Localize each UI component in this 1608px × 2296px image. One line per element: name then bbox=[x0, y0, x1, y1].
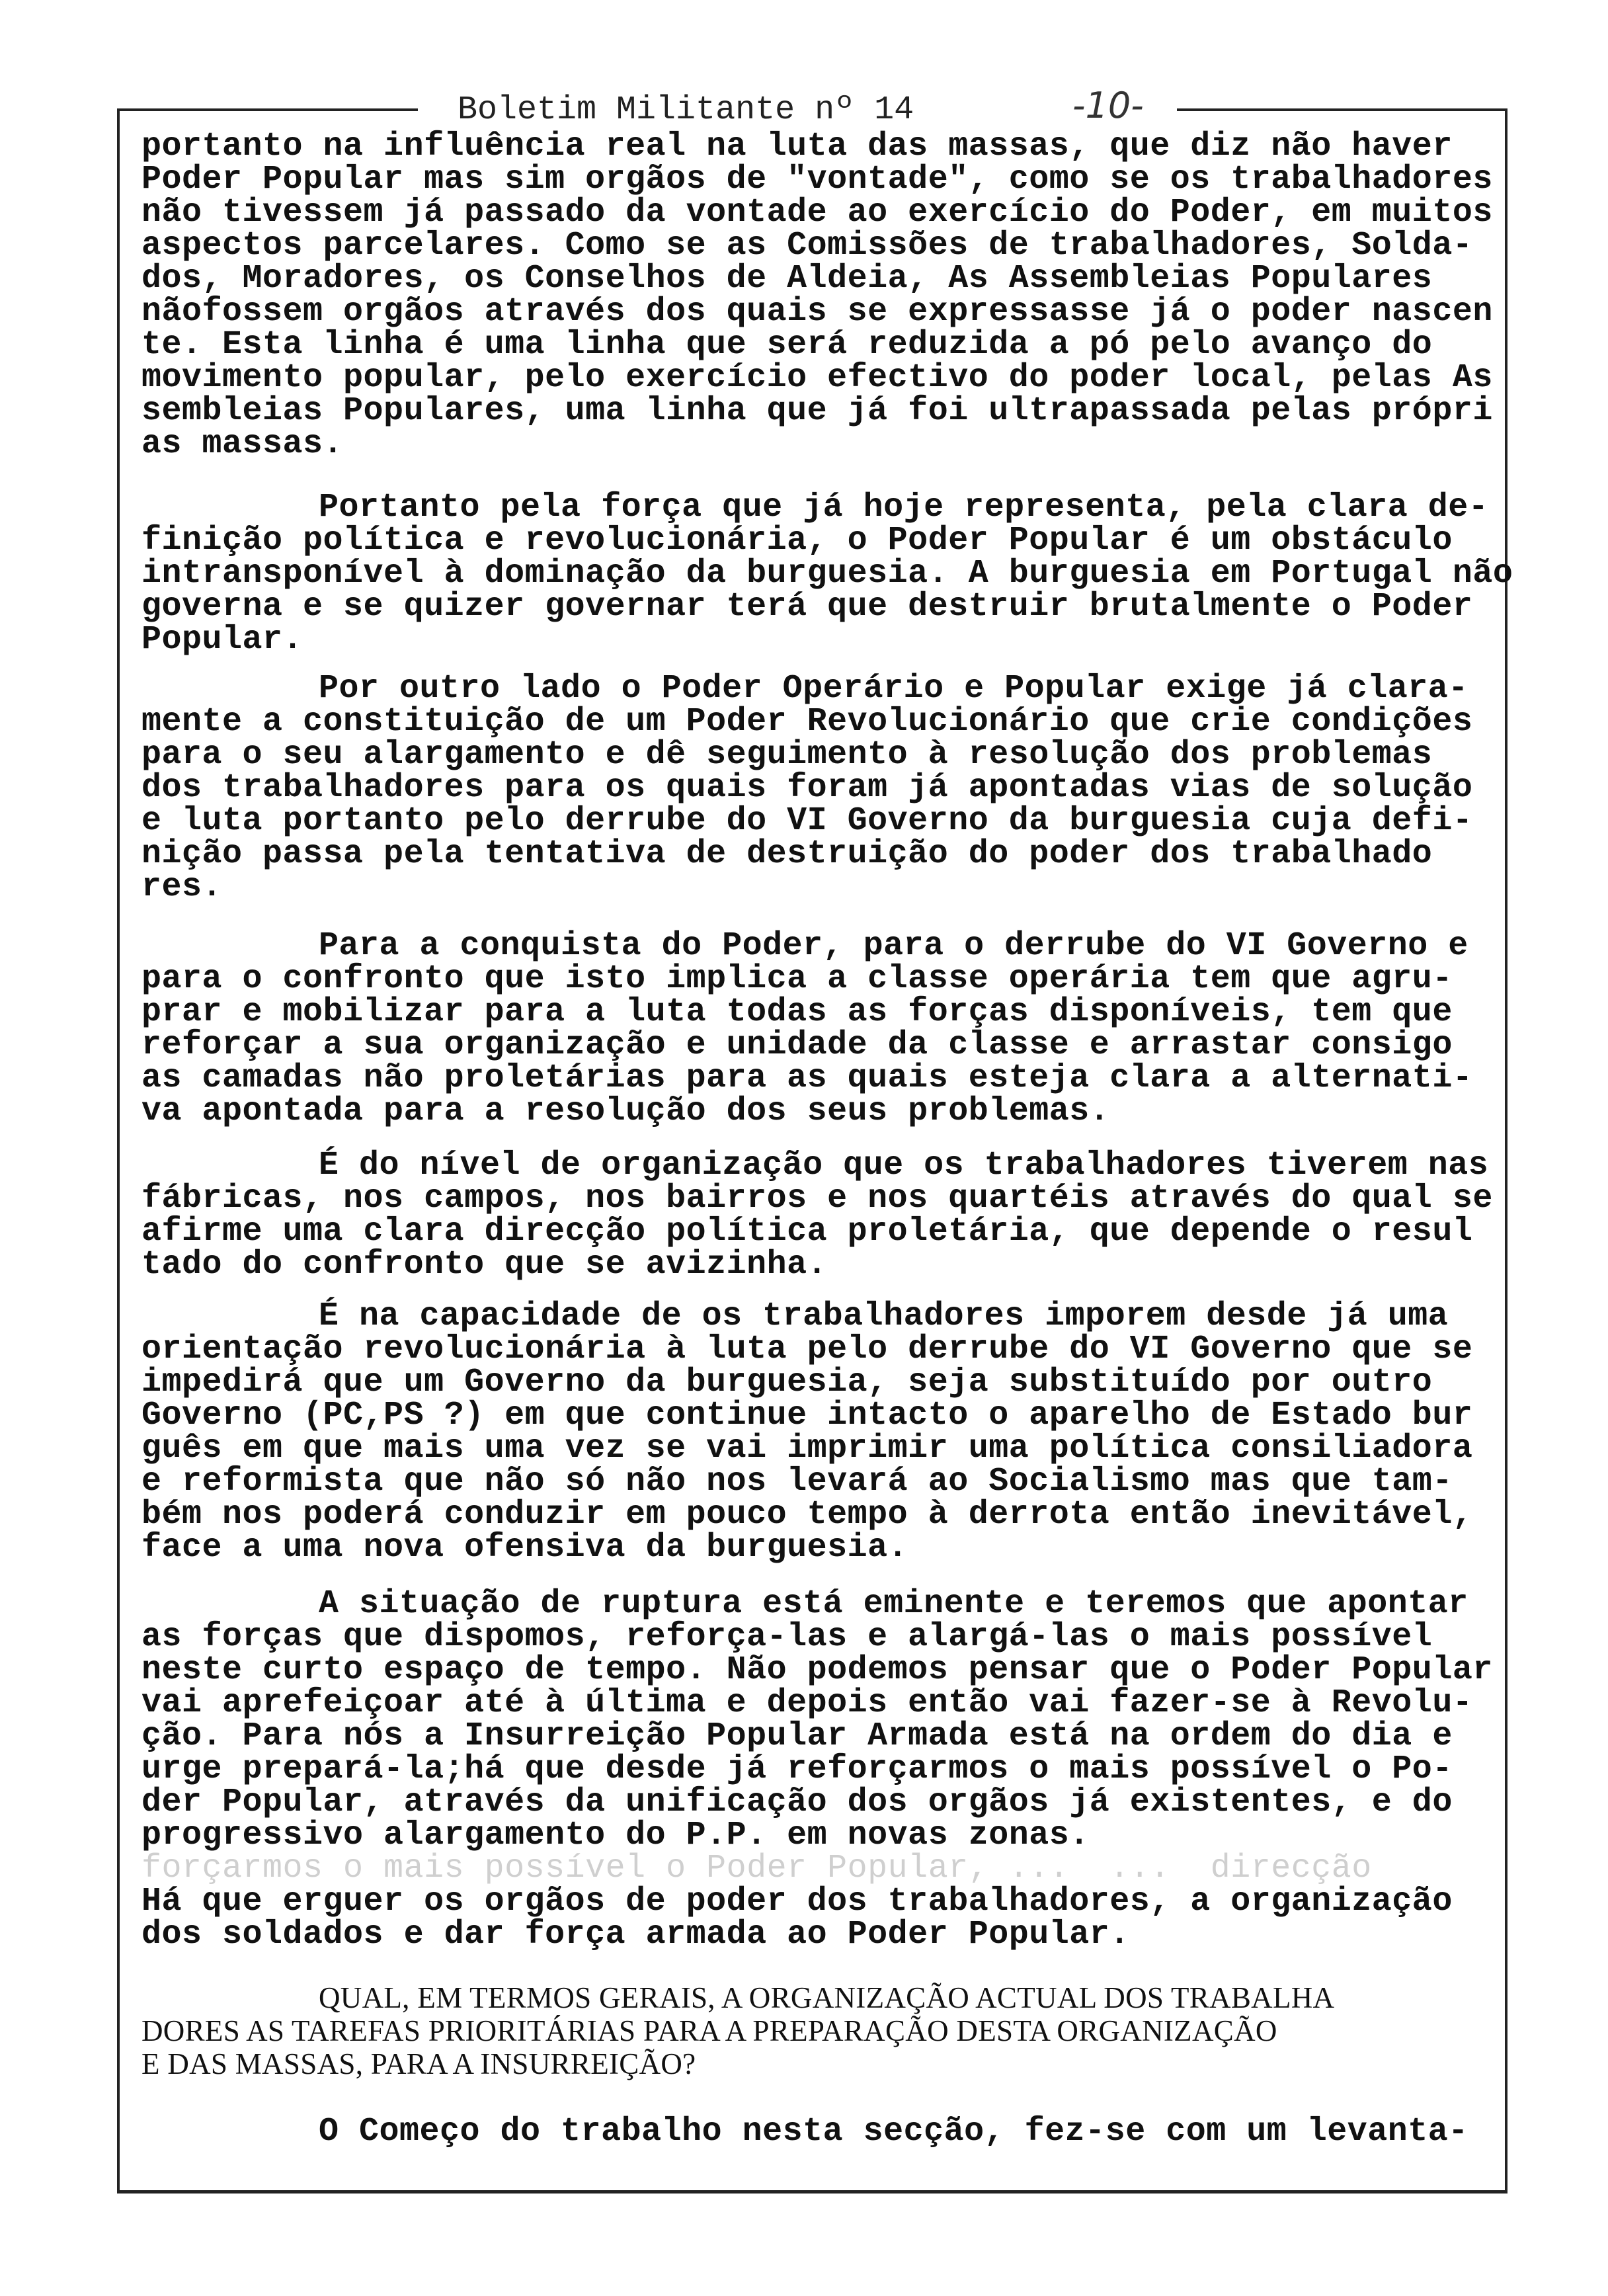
text-line: Para a conquista do Poder, para o derrube do VI Governo e bbox=[319, 927, 1468, 965]
text-line: para o confronto que isto implica a classe operária tem que agru- bbox=[141, 960, 1453, 998]
text-line: movimento popular, pelo exercício efectivo do poder local, pelas As bbox=[141, 359, 1493, 397]
text-line: va apontada para a resolução dos seus problemas. bbox=[141, 1092, 1110, 1130]
section-question-heading bbox=[141, 1981, 1517, 2080]
paragraph-2 bbox=[141, 491, 1517, 657]
text-line: tado do confronto que se avizinha. bbox=[141, 1246, 828, 1284]
text-line: É na capacidade de os trabalhadores imporem desde já uma bbox=[319, 1297, 1449, 1335]
text-line: e luta portanto pelo derrube do VI Governo da burguesia cuja defi- bbox=[141, 802, 1473, 840]
frame-bottom bbox=[117, 2190, 1508, 2194]
text-line: governa e se quizer governar terá que destruir brutalmente o Poder bbox=[141, 588, 1473, 626]
page-number: -10- bbox=[1072, 85, 1144, 126]
text-line: sembleias Populares, uma linha que já foi ultrapassada pelas própri bbox=[141, 392, 1493, 430]
text-line: para o seu alargamento e dê seguimento à resolução dos problemas bbox=[141, 736, 1433, 774]
text-line: as camadas não proletárias para as quais esteja clara a alternati- bbox=[141, 1059, 1473, 1097]
text-line: Governo (PC,PS ?) em que continue intacto o aparelho de Estado bur bbox=[141, 1397, 1473, 1434]
paragraph-4 bbox=[141, 927, 1517, 1130]
text-line: as forças que dispomos, reforça-las e alargá-las o mais possível bbox=[141, 1618, 1433, 1656]
text-line: fábricas, nos campos, nos bairros e nos quartéis através do qual se bbox=[141, 1180, 1493, 1217]
text-line: progressivo alargamento do P.P. em novas zonas. bbox=[141, 1817, 1090, 1854]
text-line: É do nível de organização que os trabalhadores tiverem nas bbox=[319, 1147, 1489, 1184]
paragraph-3 bbox=[141, 670, 1517, 906]
text-line: der Popular, através da unificação dos orgãos já existentes, e do bbox=[141, 1784, 1453, 1821]
text-line: urge prepará-la;há que desde já reforçarmos o mais possível o Po- bbox=[141, 1750, 1453, 1788]
text-line: Por outro lado o Poder Operário e Popular exige já clara- bbox=[319, 670, 1468, 708]
text-line: e reformista que não só não nos levará ao Socialismo mas que tam- bbox=[141, 1463, 1453, 1500]
text-line: afirme uma clara direcção política proletária, que depende o resul bbox=[141, 1213, 1473, 1250]
text-line: reforçar a sua organização e unidade da classe e arrastar consigo bbox=[141, 1026, 1453, 1064]
text-line: nãofossem orgãos através dos quais se expressasse já o poder nascen bbox=[141, 293, 1493, 331]
text-line: dos trabalhadores para os quais foram já apontadas vias de solução bbox=[141, 769, 1473, 807]
text-line: dos, Moradores, os Conselhos de Aldeia, As Assembleias Populares bbox=[141, 260, 1433, 298]
text-line: intransponível à dominação da burguesia. A burguesia em Portugal não bbox=[141, 555, 1513, 593]
text-line: dos soldados e dar força armada ao Poder Popular. bbox=[141, 1916, 1130, 1953]
text-line: aspectos parcelares. Como se as Comissões de trabalhadores, Solda- bbox=[141, 227, 1473, 265]
text-line: Poder Popular mas sim orgãos de "vontade", como se os trabalhadores bbox=[141, 161, 1493, 198]
text-line: O Começo do trabalho nesta secção, fez-se com um levanta- bbox=[319, 2113, 1468, 2151]
header-rule-right bbox=[1177, 108, 1508, 111]
text-line: face a uma nova ofensiva da burguesia. bbox=[141, 1529, 908, 1567]
frame-left bbox=[117, 108, 120, 2193]
paragraph-9 bbox=[141, 2115, 1517, 2149]
text-line: te. Esta linha é uma linha que será reduzida a pó pelo avanço do bbox=[141, 326, 1433, 364]
text-line: A situação de ruptura está eminente e teremos que apontar bbox=[319, 1585, 1468, 1623]
text-line: mente a constituição de um Poder Revolucionário que crie condições bbox=[141, 703, 1473, 741]
text-line: portanto na influência real na luta das massas, que diz não haver bbox=[141, 128, 1453, 165]
text-line: as massas. bbox=[141, 425, 344, 463]
header-rule-left bbox=[117, 108, 418, 111]
paragraph-5 bbox=[141, 1149, 1517, 1282]
text-line: Popular. bbox=[141, 621, 303, 659]
text-line: ção. Para nós a Insurreição Popular Armada está na ordem do dia e bbox=[141, 1717, 1453, 1755]
text-line: DORES AS TAREFAS PRIORITÁRIAS PARA A PREPARAÇÃO DESTA ORGANIZAÇÃO bbox=[141, 2014, 1277, 2047]
text-line: bém nos poderá conduzir em pouco tempo à derrota então inevitável, bbox=[141, 1496, 1473, 1534]
text-line: guês em que mais uma vez se vai imprimir uma política consiliadora bbox=[141, 1430, 1473, 1467]
paragraph-6 bbox=[141, 1297, 1517, 1567]
text-line: QUAL, EM TERMOS GERAIS, A ORGANIZAÇÃO ACTUAL DOS TRABALHA bbox=[319, 1981, 1335, 2014]
text-line: Há que erguer os orgãos de poder dos trabalhadores, a organização bbox=[141, 1883, 1453, 1920]
text-line: res. bbox=[141, 868, 223, 906]
text-line: orientação revolucionária à luta pelo derrube do VI Governo que se bbox=[141, 1331, 1473, 1368]
text-line: Portanto pela força que já hoje representa, pela clara de- bbox=[319, 489, 1489, 526]
text-line: impedirá que um Governo da burguesia, seja substituído por outro bbox=[141, 1364, 1433, 1401]
paragraph-7 bbox=[141, 1585, 1517, 1953]
text-line: neste curto espaço de tempo. Não podemos pensar que o Poder Popular bbox=[141, 1651, 1493, 1689]
text-line: finição política e revolucionária, o Poder Popular é um obstáculo bbox=[141, 522, 1453, 559]
text-line: prar e mobilizar para a luta todas as forças disponíveis, tem que bbox=[141, 993, 1453, 1031]
text-line: nição passa pela tentativa de destruição do poder dos trabalhado bbox=[141, 835, 1433, 873]
text-line: não tivessem já passado da vontade ao exercício do Poder, em muitos bbox=[141, 194, 1493, 231]
text-line: E DAS MASSAS, PARA A INSURREIÇÃO? bbox=[141, 2047, 696, 2080]
text-line: vai aprefeiçoar até à última e depois então vai fazer-se à Revolu- bbox=[141, 1684, 1473, 1722]
bulletin-title: Boletim Militante nº 14 bbox=[458, 91, 914, 129]
paragraph-1 bbox=[141, 130, 1517, 461]
text-line: forçarmos o mais possível o Poder Popular, ... ... direcção bbox=[141, 1850, 1372, 1887]
